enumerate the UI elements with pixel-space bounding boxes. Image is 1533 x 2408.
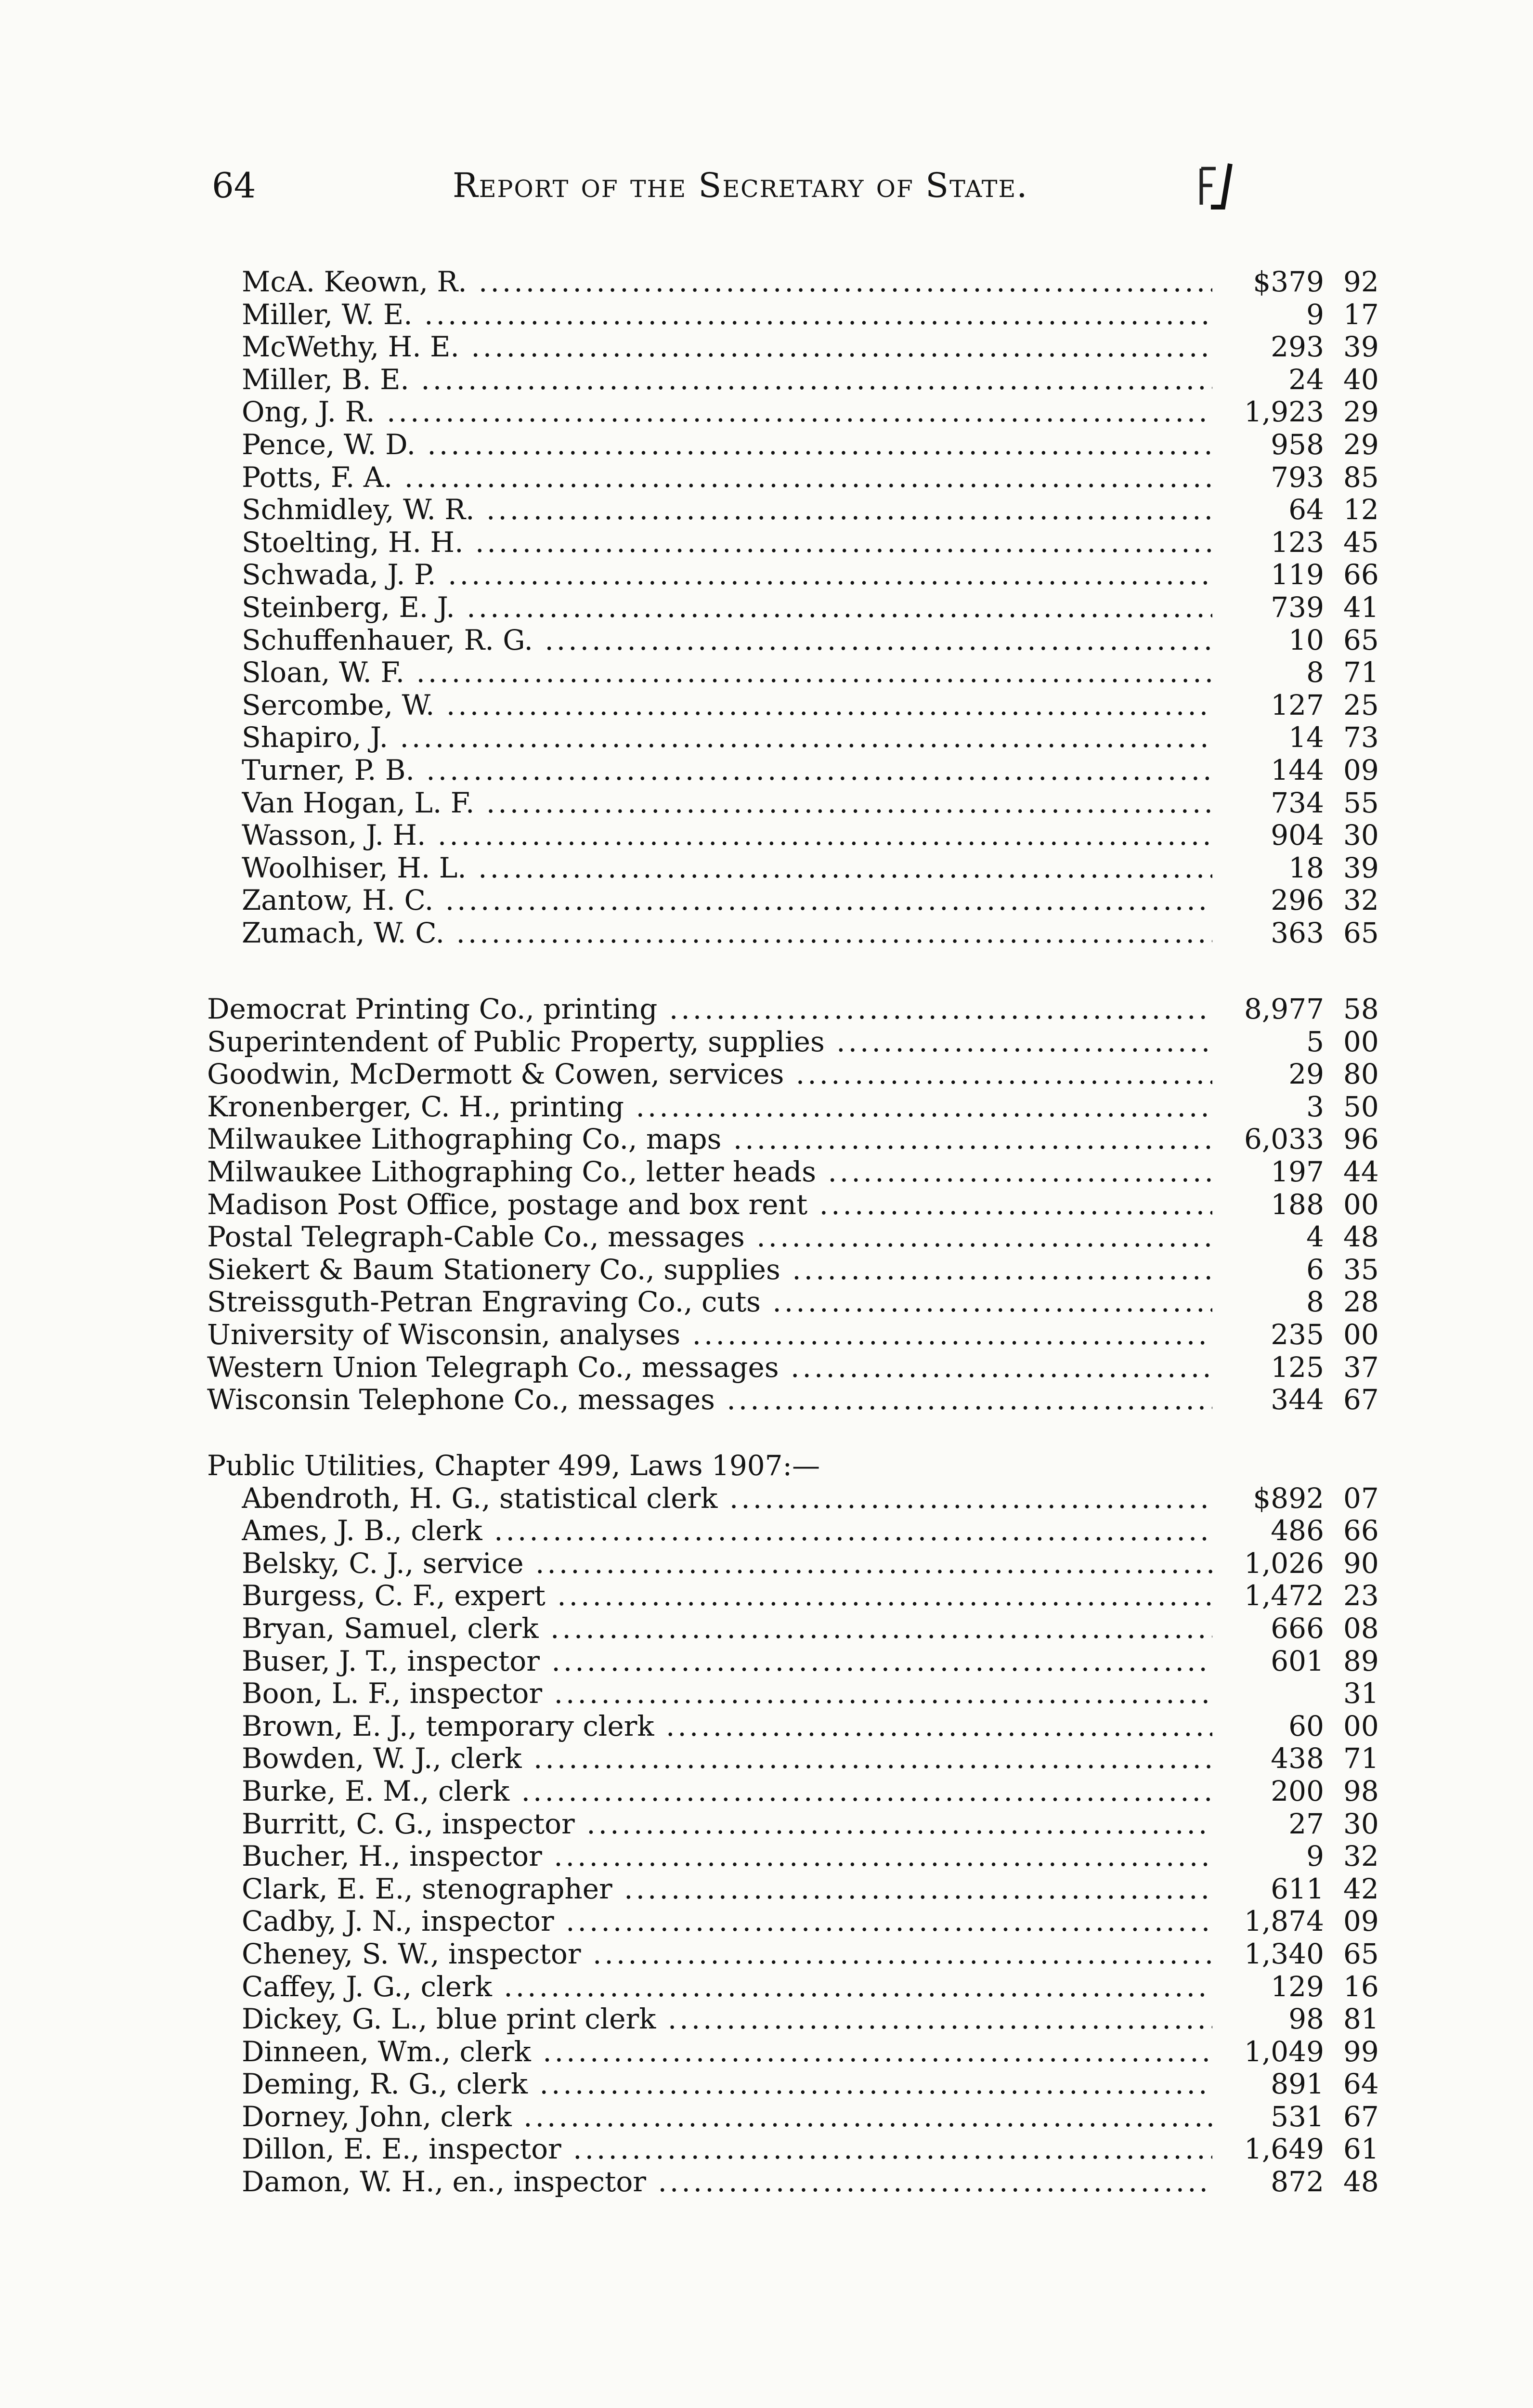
amount-cents: 45 bbox=[1343, 525, 1379, 559]
amount-dollars: 27 bbox=[1288, 1807, 1324, 1840]
amount-dollars: 14 bbox=[1288, 721, 1324, 754]
payee-name: Deming, R. G., clerk ..... bbox=[242, 2068, 1212, 2101]
ledger-row bbox=[207, 1091, 1387, 1124]
ledger-row bbox=[207, 364, 1387, 396]
payee-name: Stoelting, H. H. ..... bbox=[242, 526, 1212, 559]
amount-cents: 00 bbox=[1343, 1025, 1379, 1058]
running-title: Report of the Secretary of State. bbox=[453, 166, 1028, 205]
amount-cents: 37 bbox=[1343, 1350, 1379, 1384]
payee-name: Ames, J. B., clerk ..... bbox=[242, 1515, 1212, 1547]
amount-cents: 29 bbox=[1343, 428, 1379, 461]
amount-cents: 48 bbox=[1343, 1220, 1379, 1254]
payee-name: Goodwin, McDermott & Cowen, services ..... bbox=[207, 1058, 1212, 1091]
payee-name: Siekert & Baum Stationery Co., supplies ..... bbox=[207, 1254, 1212, 1286]
payee-name: Bowden, W. J., clerk ..... bbox=[242, 1742, 1212, 1775]
payee-name: Abendroth, H. G., statistical clerk ..... bbox=[242, 1482, 1212, 1515]
ledger-row bbox=[207, 591, 1387, 624]
amount-dollars: 891 bbox=[1271, 2068, 1324, 2101]
amount-cents: 89 bbox=[1343, 1644, 1379, 1677]
payee-name: Schmidley, W. R. ..... bbox=[242, 494, 1212, 526]
amount-dollars: 438 bbox=[1271, 1742, 1324, 1775]
payee-name: Pence, W. D. ..... bbox=[242, 429, 1212, 461]
ledger-row bbox=[207, 429, 1387, 461]
ledger-row bbox=[207, 1286, 1387, 1319]
payee-name: Postal Telegraph-Cable Co., messages ..... bbox=[207, 1221, 1212, 1254]
ledger-row bbox=[207, 526, 1387, 559]
ledger-row bbox=[207, 1156, 1387, 1189]
amount-dollars: 29 bbox=[1288, 1058, 1324, 1091]
amount-dollars: 6 bbox=[1306, 1253, 1324, 1286]
ledger-row bbox=[207, 754, 1387, 787]
payee-name: Sercombe, W. ..... bbox=[242, 689, 1212, 722]
amount-cents: 58 bbox=[1343, 993, 1379, 1025]
amount-cents: 50 bbox=[1343, 1090, 1379, 1123]
ledger-row bbox=[207, 1319, 1387, 1351]
amount-dollars: 1,649 bbox=[1244, 2133, 1324, 2166]
ledger-row bbox=[207, 852, 1387, 885]
amount-dollars: 3 bbox=[1306, 1090, 1324, 1123]
payee-name: Turner, P. B. ..... bbox=[242, 754, 1212, 787]
amount-dollars: 531 bbox=[1271, 2100, 1324, 2133]
amount-cents: 40 bbox=[1343, 363, 1379, 396]
ledger-row bbox=[207, 494, 1387, 526]
ledger-row bbox=[207, 624, 1387, 657]
amount-dollars: 739 bbox=[1271, 590, 1324, 624]
amount-dollars: 8,977 bbox=[1244, 993, 1324, 1025]
payee-name: McA. Keown, R. ..... bbox=[242, 266, 1212, 299]
amount-cents: 67 bbox=[1343, 2100, 1379, 2133]
amount-dollars: 344 bbox=[1271, 1383, 1324, 1416]
amount-cents: 00 bbox=[1343, 1318, 1379, 1351]
payee-name: Streissguth-Petran Engraving Co., cuts ..... bbox=[207, 1286, 1212, 1319]
ledger-row bbox=[207, 2101, 1387, 2133]
amount-dollars: 125 bbox=[1271, 1350, 1324, 1384]
ledger-row bbox=[207, 396, 1387, 429]
amount-cents: 90 bbox=[1343, 1546, 1379, 1580]
amount-cents: 65 bbox=[1343, 1937, 1379, 1970]
amount-dollars: 200 bbox=[1271, 1774, 1324, 1807]
payee-name: Burritt, C. G., inspector ..... bbox=[242, 1808, 1212, 1841]
ledger-section-individuals bbox=[207, 266, 1387, 949]
payee-name: Shapiro, J. ..... bbox=[242, 721, 1212, 754]
amount-cents: 35 bbox=[1343, 1253, 1379, 1286]
amount-cents: 61 bbox=[1343, 2133, 1379, 2166]
ledger-row bbox=[207, 1026, 1387, 1059]
amount-cents: 44 bbox=[1343, 1155, 1379, 1188]
payee-name: Van Hogan, L. F. ..... bbox=[242, 787, 1212, 820]
amount-dollars: 872 bbox=[1271, 2165, 1324, 2199]
amount-dollars: 10 bbox=[1288, 623, 1324, 656]
ledger-row bbox=[207, 1384, 1387, 1416]
amount-cents: 30 bbox=[1343, 819, 1379, 852]
amount-cents: 81 bbox=[1343, 2002, 1379, 2036]
ledger-row bbox=[207, 1221, 1387, 1254]
amount-dollars: 24 bbox=[1288, 363, 1324, 396]
amount-cents: 92 bbox=[1343, 265, 1379, 298]
ledger-row bbox=[207, 1808, 1387, 1841]
amount-dollars: 666 bbox=[1271, 1611, 1324, 1645]
amount-dollars: 4 bbox=[1306, 1220, 1324, 1254]
payee-name: Miller, B. E. ..... bbox=[242, 364, 1212, 396]
payee-name: Western Union Telegraph Co., messages ..... bbox=[207, 1351, 1212, 1384]
amount-cents: 39 bbox=[1343, 851, 1379, 884]
amount-cents: 25 bbox=[1343, 688, 1379, 721]
payee-name: Bucher, H., inspector ..... bbox=[242, 1840, 1212, 1873]
ledger-row bbox=[207, 1677, 1387, 1710]
amount-dollars: 611 bbox=[1271, 1872, 1324, 1905]
payee-name: Caffey, J. G., clerk ..... bbox=[242, 1971, 1212, 2003]
amount-cents: 12 bbox=[1343, 493, 1379, 526]
amount-dollars: 1,340 bbox=[1244, 1937, 1324, 1970]
amount-cents: 71 bbox=[1343, 1742, 1379, 1775]
payee-name: Kronenberger, C. H., printing ..... bbox=[207, 1091, 1212, 1124]
amount-dollars: 1,874 bbox=[1244, 1905, 1324, 1938]
amount-dollars: 486 bbox=[1271, 1514, 1324, 1547]
amount-cents: 55 bbox=[1343, 786, 1379, 819]
amount-dollars: $379 bbox=[1253, 265, 1324, 298]
payee-name: Buser, J. T., inspector ..... bbox=[242, 1645, 1212, 1678]
payee-name: McWethy, H. E. ..... bbox=[242, 331, 1212, 364]
ledger-row bbox=[207, 1515, 1387, 1547]
amount-cents: 80 bbox=[1343, 1058, 1379, 1091]
payee-name: Wasson, J. H. ..... bbox=[242, 819, 1212, 852]
amount-cents: 09 bbox=[1343, 1905, 1379, 1938]
ledger-row bbox=[207, 2068, 1387, 2101]
ledger-row bbox=[207, 1710, 1387, 1743]
amount-cents: 98 bbox=[1343, 1774, 1379, 1807]
amount-cents: 30 bbox=[1343, 1807, 1379, 1840]
ledger-row bbox=[207, 1351, 1387, 1384]
ledger-row bbox=[207, 1580, 1387, 1612]
ledger-section-vendors bbox=[207, 993, 1387, 1416]
ledger-row bbox=[207, 1971, 1387, 2003]
payee-name: Sloan, W. F. ..... bbox=[242, 656, 1212, 689]
amount-cents: 00 bbox=[1343, 1709, 1379, 1742]
ledger-row bbox=[207, 299, 1387, 331]
amount-cents: 48 bbox=[1343, 2165, 1379, 2199]
ledger-row bbox=[207, 266, 1387, 299]
ledger-row bbox=[207, 787, 1387, 820]
amount-cents: 65 bbox=[1343, 623, 1379, 656]
ledger-row bbox=[207, 1058, 1387, 1091]
page-header bbox=[212, 164, 1377, 207]
amount-cents: 42 bbox=[1343, 1872, 1379, 1905]
amount-dollars: 734 bbox=[1271, 786, 1324, 819]
payee-name: Dickey, G. L., blue print clerk ..... bbox=[242, 2003, 1212, 2036]
ledger-row bbox=[207, 1547, 1387, 1580]
amount-cents: 29 bbox=[1343, 395, 1379, 429]
payee-name: Dillon, E. E., inspector ..... bbox=[242, 2133, 1212, 2166]
ledger-row bbox=[207, 2003, 1387, 2036]
payee-name: Schwada, J. P. ..... bbox=[242, 559, 1212, 591]
payee-name: Steinberg, E. J. ..... bbox=[242, 591, 1212, 624]
amount-dollars: 1,049 bbox=[1244, 2035, 1324, 2068]
payee-name: Brown, E. J., temporary clerk ..... bbox=[242, 1710, 1212, 1743]
payee-name: Burke, E. M., clerk ..... bbox=[242, 1775, 1212, 1808]
payee-name: Dinneen, Wm., clerk ..... bbox=[242, 2036, 1212, 2068]
amount-cents: 67 bbox=[1343, 1383, 1379, 1416]
ledger-row bbox=[207, 1645, 1387, 1678]
amount-dollars: 144 bbox=[1271, 753, 1324, 786]
ledger-row bbox=[207, 721, 1387, 754]
ledger-row bbox=[207, 1612, 1387, 1645]
amount-cents: 32 bbox=[1343, 884, 1379, 917]
amount-cents: 66 bbox=[1343, 1514, 1379, 1547]
amount-dollars: 64 bbox=[1288, 493, 1324, 526]
payee-name: Democrat Printing Co., printing ..... bbox=[207, 993, 1212, 1026]
amount-dollars: 235 bbox=[1271, 1318, 1324, 1351]
payee-name: Madison Post Office, postage and box rent ..... bbox=[207, 1189, 1212, 1221]
amount-cents: 09 bbox=[1343, 753, 1379, 786]
amount-dollars: 904 bbox=[1271, 819, 1324, 852]
ledger-row bbox=[207, 884, 1387, 917]
payee-name: Clark, E. E., stenographer ..... bbox=[242, 1873, 1212, 1906]
ledger-row bbox=[207, 1873, 1387, 1906]
ledger-row bbox=[207, 993, 1387, 1026]
amount-cents: 85 bbox=[1343, 460, 1379, 494]
amount-dollars: 123 bbox=[1271, 525, 1324, 559]
ledger-row bbox=[207, 1482, 1387, 1515]
payee-name: Woolhiser, H. L. ..... bbox=[242, 852, 1212, 885]
ledger-row bbox=[207, 1938, 1387, 1971]
amount-dollars: 293 bbox=[1271, 330, 1324, 364]
ledger-row bbox=[207, 1840, 1387, 1873]
amount-dollars: 6,033 bbox=[1244, 1123, 1324, 1156]
payee-name: Schuffenhauer, R. G. ..... bbox=[242, 624, 1212, 657]
amount-dollars: 127 bbox=[1271, 688, 1324, 721]
amount-cents: 39 bbox=[1343, 330, 1379, 364]
amount-dollars: 8 bbox=[1306, 656, 1324, 689]
ledger-row bbox=[207, 1905, 1387, 1938]
amount-cents: 65 bbox=[1343, 916, 1379, 949]
amount-dollars: 98 bbox=[1288, 2002, 1324, 2036]
amount-cents: 16 bbox=[1343, 1970, 1379, 2003]
amount-dollars: 8 bbox=[1306, 1285, 1324, 1319]
payee-name: Cheney, S. W., inspector ..... bbox=[242, 1938, 1212, 1971]
payee-name: Belsky, C. J., service ..... bbox=[242, 1547, 1212, 1580]
amount-dollars: 296 bbox=[1271, 884, 1324, 917]
amount-dollars: 18 bbox=[1288, 851, 1324, 884]
ledger-row bbox=[207, 689, 1387, 722]
amount-cents: 96 bbox=[1343, 1123, 1379, 1156]
amount-dollars: 958 bbox=[1271, 428, 1324, 461]
payee-name: Miller, W. E. ..... bbox=[242, 299, 1212, 331]
amount-dollars: 5 bbox=[1306, 1025, 1324, 1058]
margin-mark-icon bbox=[1189, 159, 1242, 212]
amount-dollars: 129 bbox=[1271, 1970, 1324, 2003]
amount-cents: 28 bbox=[1343, 1285, 1379, 1319]
amount-dollars: 793 bbox=[1271, 460, 1324, 494]
payee-name: Zantow, H. C. ..... bbox=[242, 884, 1212, 917]
amount-dollars: 60 bbox=[1288, 1709, 1324, 1742]
amount-cents: 32 bbox=[1343, 1840, 1379, 1873]
amount-cents: 00 bbox=[1343, 1188, 1379, 1221]
amount-cents: 08 bbox=[1343, 1611, 1379, 1645]
payee-name: Cadby, J. N., inspector ..... bbox=[242, 1905, 1212, 1938]
amount-dollars: 363 bbox=[1271, 916, 1324, 949]
ledger-row bbox=[207, 1742, 1387, 1775]
ledger-row bbox=[207, 917, 1387, 950]
payee-name: Milwaukee Lithographing Co., maps ..... bbox=[207, 1123, 1212, 1156]
amount-cents: 41 bbox=[1343, 590, 1379, 624]
amount-cents: 64 bbox=[1343, 2068, 1379, 2101]
page-number: 64 bbox=[212, 165, 256, 206]
payee-name: Milwaukee Lithographing Co., letter heads ..... bbox=[207, 1156, 1212, 1189]
ledger-row bbox=[207, 461, 1387, 494]
amount-cents: 17 bbox=[1343, 298, 1379, 331]
amount-cents: 71 bbox=[1343, 656, 1379, 689]
ledger-row bbox=[207, 331, 1387, 364]
payee-name: Bryan, Samuel, clerk ..... bbox=[242, 1612, 1212, 1645]
amount-dollars: 1,923 bbox=[1244, 395, 1324, 429]
amount-dollars: 1,026 bbox=[1244, 1546, 1324, 1580]
payee-name: Superintendent of Public Property, supplies ..... bbox=[207, 1026, 1212, 1059]
payee-name: Ong, J. R. ..... bbox=[242, 396, 1212, 429]
ledger-row bbox=[207, 559, 1387, 591]
ledger-row bbox=[207, 2133, 1387, 2166]
payee-name: Wisconsin Telephone Co., messages ..... bbox=[207, 1384, 1212, 1416]
payee-name: Zumach, W. C. ..... bbox=[242, 917, 1212, 950]
payee-name: Burgess, C. F., expert ..... bbox=[242, 1580, 1212, 1612]
amount-dollars: 1,472 bbox=[1244, 1579, 1324, 1612]
amount-cents: 31 bbox=[1343, 1677, 1379, 1710]
ledger-row bbox=[207, 819, 1387, 852]
ledger-row bbox=[207, 2036, 1387, 2068]
ledger-row bbox=[207, 1775, 1387, 1808]
ledger-row bbox=[207, 2166, 1387, 2199]
ledger-row bbox=[207, 1123, 1387, 1156]
amount-dollars: 9 bbox=[1306, 1840, 1324, 1873]
amount-cents: 99 bbox=[1343, 2035, 1379, 2068]
amount-dollars: 197 bbox=[1271, 1155, 1324, 1188]
payee-name: Dorney, John, clerk ..... bbox=[242, 2101, 1212, 2133]
amount-dollars: $892 bbox=[1253, 1481, 1324, 1515]
section-heading: Public Utilities, Chapter 499, Laws 1907:— bbox=[207, 1449, 820, 1482]
ledger-row bbox=[207, 1254, 1387, 1286]
amount-cents: 07 bbox=[1343, 1481, 1379, 1515]
payee-name: Boon, L. F., inspector ..... bbox=[242, 1677, 1212, 1710]
amount-dollars: 119 bbox=[1271, 558, 1324, 591]
amount-dollars: 9 bbox=[1306, 298, 1324, 331]
ledger-row bbox=[207, 656, 1387, 689]
ledger-row bbox=[207, 1189, 1387, 1221]
amount-cents: 73 bbox=[1343, 721, 1379, 754]
payee-name: University of Wisconsin, analyses ..... bbox=[207, 1319, 1212, 1351]
amount-cents: 23 bbox=[1343, 1579, 1379, 1612]
amount-dollars: 188 bbox=[1271, 1188, 1324, 1221]
payee-name: Damon, W. H., en., inspector ..... bbox=[242, 2166, 1212, 2199]
amount-dollars: 601 bbox=[1271, 1644, 1324, 1677]
ledger-section-public-utilities bbox=[207, 1450, 1387, 2199]
payee-name: Potts, F. A. ..... bbox=[242, 461, 1212, 494]
amount-cents: 66 bbox=[1343, 558, 1379, 591]
